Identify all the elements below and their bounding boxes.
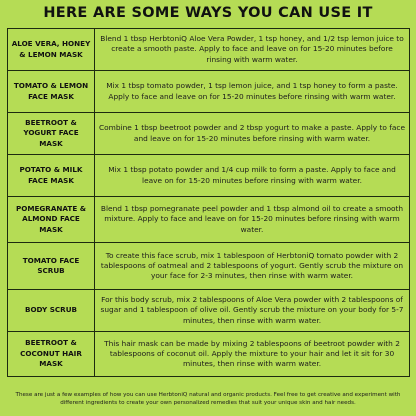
table-row <box>8 155 410 197</box>
remedy-name: POTATO & MILK FACE MASK <box>8 155 95 197</box>
table-row <box>8 243 410 290</box>
table-row <box>8 290 410 332</box>
footer-note: These are just a few examples of how you can use HerbtoniQ natural and organic products. Feel free to get creative and experiment with different ingredients to create your own personalized remedies that suit your unique skin and hair needs. <box>15 392 401 406</box>
remedy-name: POMEGRANATE & ALMOND FACE MASK <box>8 197 95 243</box>
page-title: HERE ARE SOME WAYS YOU CAN USE IT <box>43 5 373 21</box>
remedy-instructions: Mix 1 tbsp potato powder and 1/4 cup milk to form a paste. Apply to face and leave on for 15-20 minutes before rinsing with warm water. <box>95 155 410 197</box>
table-row <box>8 332 410 377</box>
remedy-name: ALOE VERA, HONEY & LEMON MASK <box>8 29 95 71</box>
remedy-name: TOMATO FACE SCRUB <box>8 243 95 290</box>
table-row <box>8 29 410 71</box>
remedy-instructions: For this body scrub, mix 2 tablespoons of Aloe Vera powder with 2 tablespoons of sugar and 1 tablespoon of olive oil. Gently scrub the mixture on your body for 5-7 minutes, then rinse with warm water. <box>95 290 410 332</box>
remedy-name: TOMATO & LEMON FACE MASK <box>8 71 95 113</box>
remedy-name: BEETROOT & COCONUT HAIR MASK <box>8 332 95 377</box>
usage-table <box>7 28 410 377</box>
table-row <box>8 113 410 155</box>
remedy-instructions: Mix 1 tbsp tomato powder, 1 tsp lemon juice, and 1 tsp honey to form a paste. Apply to face and leave on for 15-20 minutes before rinsing with warm water. <box>95 71 410 113</box>
remedy-instructions: This hair mask can be made by mixing 2 tablespoons of beetroot powder with 2 tablespoons of coconut oil. Apply the mixture to your hair and let it sit for 30 minutes, then rinse with warm water. <box>95 332 410 377</box>
table-row <box>8 197 410 243</box>
remedy-name: BODY SCRUB <box>8 290 95 332</box>
remedy-instructions: Blend 1 tbsp pomegranate peel powder and 1 tbsp almond oil to create a smooth mixture. Apply to face and leave on for 15-20 minutes before rinsing with warm water. <box>95 197 410 243</box>
remedy-instructions: To create this face scrub, mix 1 tablespoon of HerbtoniQ tomato powder with 2 tablespoons of oatmeal and 2 tablespoons of yogurt. Gently scrub the mixture on your face for 2-3 minutes, then rinse with warm water. <box>95 243 410 290</box>
remedy-instructions: Combine 1 tbsp beetroot powder and 2 tbsp yogurt to make a paste. Apply to face and leave on for 15-20 minutes before rinsing with warm water. <box>95 113 410 155</box>
remedy-name: BEETROOT & YOGURT FACE MASK <box>8 113 95 155</box>
table-row <box>8 71 410 113</box>
remedy-instructions: Blend 1 tbsp HerbtoniQ Aloe Vera Powder, 1 tsp honey, and 1/2 tsp lemon juice to create a smooth paste. Apply to face and leave on for 15-20 minutes before rinsing with warm water. <box>95 29 410 71</box>
